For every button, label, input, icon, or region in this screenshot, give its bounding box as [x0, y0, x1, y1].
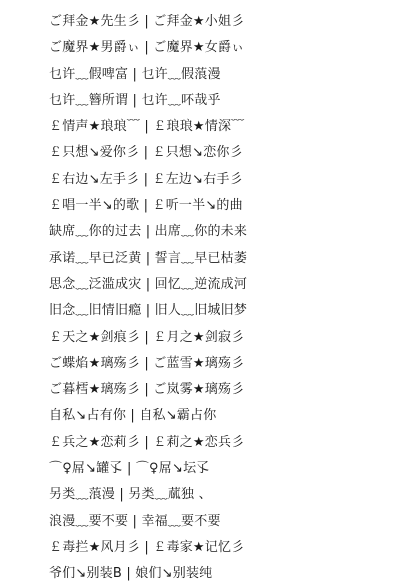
text-line: 爷们↘别装B | 娘们↘别装纯: [49, 566, 213, 582]
text-line: 另类﹏蒗漫 | 另类﹏蓏独 、: [49, 487, 212, 503]
text-line: 思念﹏泛滥成灾 | 回忆﹏逆流成河: [49, 276, 248, 292]
text-line: ￡天之★剑痕彡 | ￡月之★剑寂彡: [49, 329, 245, 345]
text-line: 自私↘占有你 | 自私↘霸占你: [49, 408, 217, 424]
text-line: 乜许﹏假啤富 | 乜许﹏假蒗漫: [49, 66, 221, 82]
text-line: ￡右边↘左手彡 | ￡左边↘右手彡: [49, 171, 243, 187]
text-line: ￡毒拦★风月彡 | ￡毒家★记忆彡: [49, 539, 245, 555]
text-line: ご魔界★男爵ぃ | ご魔界★女爵ぃ: [49, 40, 245, 56]
text-line: ￡唱一半↘的歌 | ￡听一半↘的曲: [49, 198, 243, 214]
text-line: ご暮樰★璃殇彡 | ご岚雾★璃殇彡: [49, 382, 245, 398]
text-line: ご蝶焰★璃殇彡 | ご蓝雪★璃殇彡: [49, 355, 245, 371]
text-line: 旧念﹏旧情旧瘾 | 旧人﹏旧城旧梦: [49, 303, 248, 319]
text-line: 浪漫﹏要不要 | 幸福﹏要不要: [49, 513, 221, 529]
text-line: 承诺﹏早已泛黄 | 誓言﹏早已枯萎: [49, 250, 248, 266]
text-list: [49, 9, 394, 588]
text-line: ご拜金★先生彡 | ご拜金★小姐彡: [49, 14, 245, 29]
text-line: ￡情声★琅琅﹋ | ￡琅琅★情深﹋: [49, 119, 245, 135]
text-line: ⌒♀屌↘罐孓 | ⌒♀屌↘坛孓: [49, 461, 210, 477]
text-line: ￡只想↘爱你彡 | ￡只想↘恋你彡: [49, 145, 243, 161]
text-line: 乜许﹏簪所谓 | 乜许﹏吥哉乎: [49, 92, 221, 108]
text-line: ￡兵之★恋莉彡 | ￡莉之★恋兵彡: [49, 434, 245, 450]
text-line: 缺席﹏你的过去 | 出席﹏你的未来: [49, 224, 248, 240]
